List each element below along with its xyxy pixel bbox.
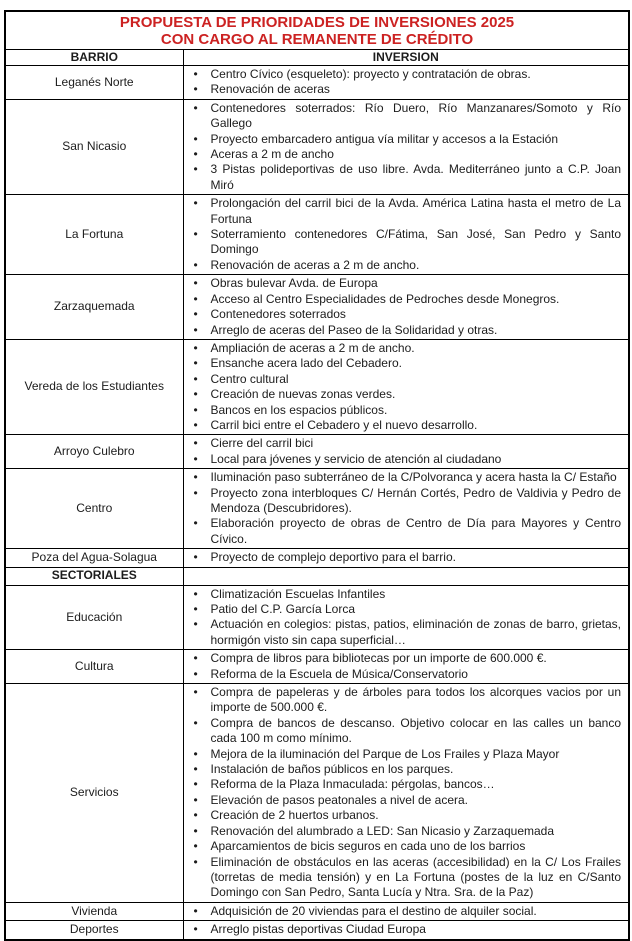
inversion-cell — [183, 66, 629, 100]
table-row — [5, 921, 629, 940]
table-row — [5, 567, 629, 585]
inversion-item: • Proyecto zona interbloques C/ Hernán Cortés, Pedro de Valdivia y Pedro de Mendoza (Descubridores). — [184, 486, 629, 517]
barrio-cell: Servicios — [5, 684, 183, 903]
inversion-item: • Eliminación de obstáculos en las aceras (accesibilidad) en la C/ Los Frailes (torretas de media tensión) y en La Fortuna (postes de la luz en C/Santo Domingo con San Pedro, Santa Lucía y Ntra. Sra. de la Paz) — [184, 855, 629, 901]
inversion-item: • Creación de nuevas zonas verdes. — [184, 387, 629, 402]
table-body — [5, 66, 629, 940]
table-row — [5, 195, 629, 275]
barrio-cell: Cultura — [5, 650, 183, 684]
empty-cell — [184, 569, 629, 584]
inversion-item: • Elaboración proyecto de obras de Centro de Día para Mayores y Centro Cívico. — [184, 516, 629, 547]
table-row — [5, 650, 629, 684]
inversion-list — [184, 470, 629, 547]
inversion-item: • Proyecto embarcadero antigua vía militar y accesos a la Estación — [184, 132, 629, 147]
inversion-item: • Aceras a 2 m de ancho — [184, 147, 629, 162]
investment-priorities-table — [4, 10, 630, 941]
inversion-item: • Arreglo de aceras del Paseo de la Solidaridad y otras. — [184, 323, 629, 338]
table-row — [5, 66, 629, 100]
inversion-cell — [183, 684, 629, 903]
document-title-line2: CON CARGO AL REMANENTE DE CRÉDITO — [160, 31, 474, 48]
inversion-list — [184, 550, 629, 565]
inversion-cell — [183, 585, 629, 650]
barrio-cell: Centro — [5, 469, 183, 549]
column-header-barrio: BARRIO — [5, 50, 183, 66]
inversion-item: • Ensanche acera lado del Cebadero. — [184, 356, 629, 371]
inversion-item: • Proyecto de complejo deportivo para el barrio. — [184, 550, 629, 565]
column-header-row — [5, 50, 629, 66]
inversion-cell — [183, 650, 629, 684]
table-row — [5, 99, 629, 194]
inversion-item: • Contenedores soterrados — [184, 307, 629, 322]
inversion-item: • Renovación de aceras — [184, 82, 629, 97]
inversion-item: • Cierre del carril bici — [184, 436, 629, 451]
inversion-item: • Contenedores soterrados: Río Duero, Río Manzanares/Somoto y Río Gallego — [184, 101, 629, 132]
inversion-cell — [183, 195, 629, 275]
inversion-list — [184, 904, 629, 919]
inversion-list — [184, 436, 629, 467]
inversion-item: • Reforma de la Escuela de Música/Conservatorio — [184, 667, 629, 682]
inversion-item: • Local para jóvenes y servicio de atención al ciudadano — [184, 452, 629, 467]
inversion-item: • Mejora de la iluminación del Parque de Los Frailes y Plaza Mayor — [184, 747, 629, 762]
inversion-list — [184, 341, 629, 433]
inversion-cell — [183, 275, 629, 340]
inversion-item: • Patio del C.P. García Lorca — [184, 602, 629, 617]
barrio-cell: Deportes — [5, 921, 183, 940]
inversion-item: • Aparcamientos de bicis seguros en cada uno de los barrios — [184, 839, 629, 854]
title-row — [5, 11, 629, 50]
barrio-cell: Leganés Norte — [5, 66, 183, 100]
inversion-item: • Compra de libros para bibliotecas por un importe de 600.000 €. — [184, 651, 629, 666]
inversion-item: • Instalación de baños públicos en los parques. — [184, 762, 629, 777]
inversion-cell — [183, 435, 629, 469]
inversion-list — [184, 196, 629, 273]
document-title-line1: PROPUESTA DE PRIORIDADES DE INVERSIONES 2025 — [119, 14, 515, 31]
inversion-cell — [183, 567, 629, 585]
inversion-item: • Reforma de la Plaza Inmaculada: pérgolas, bancos… — [184, 777, 629, 792]
inversion-cell — [183, 549, 629, 567]
table-row — [5, 469, 629, 549]
inversion-item: • Acceso al Centro Especialidades de Pedroches desde Monegros. — [184, 292, 629, 307]
inversion-list — [184, 587, 629, 649]
inversion-item: • Prolongación del carril bici de la Avda. América Latina hasta el metro de La Fortuna — [184, 196, 629, 227]
inversion-list — [184, 685, 629, 901]
barrio-cell: La Fortuna — [5, 195, 183, 275]
inversion-list — [184, 67, 629, 98]
inversion-item: • Iluminación paso subterráneo de la C/Polvoranca y acera hasta la C/ Estaño — [184, 470, 629, 485]
barrio-cell: San Nicasio — [5, 99, 183, 194]
barrio-cell: Vivienda — [5, 902, 183, 920]
barrio-cell: Poza del Agua-Solagua — [5, 549, 183, 567]
table-row — [5, 275, 629, 340]
inversion-item: • Obras bulevar Avda. de Europa — [184, 276, 629, 291]
inversion-item: • Arreglo pistas deportivas Ciudad Europa — [184, 922, 629, 937]
inversion-cell — [183, 902, 629, 920]
inversion-item: • Renovación del alumbrado a LED: San Nicasio y Zarzaquemada — [184, 824, 629, 839]
inversion-item: • Soterramiento contenedores C/Fátima, San José, San Pedro y Santo Domingo — [184, 227, 629, 258]
inversion-cell — [183, 99, 629, 194]
inversion-item: • Creación de 2 huertos urbanos. — [184, 808, 629, 823]
table-row — [5, 435, 629, 469]
barrio-cell: Arroyo Culebro — [5, 435, 183, 469]
inversion-item: • Carril bici entre el Cebadero y el nuevo desarrollo. — [184, 418, 629, 433]
inversion-item: • Climatización Escuelas Infantiles — [184, 587, 629, 602]
inversion-item: • Bancos en los espacios públicos. — [184, 403, 629, 418]
inversion-item: • Compra de papeleras y de árboles para todos los alcorques vacios por un importe de 500.000 €. — [184, 685, 629, 716]
section-header-cell: SECTORIALES — [5, 567, 183, 585]
table-row — [5, 585, 629, 650]
inversion-item: • Centro cultural — [184, 372, 629, 387]
inversion-item: • Ampliación de aceras a 2 m de ancho. — [184, 341, 629, 356]
inversion-cell — [183, 339, 629, 434]
column-header-inversion: INVERSION — [183, 50, 629, 66]
table-row — [5, 339, 629, 434]
inversion-item: • Elevación de pasos peatonales a nivel de acera. — [184, 793, 629, 808]
inversion-item: • Compra de bancos de descanso. Objetivo colocar en las calles un banco cada 100 m como mínimo. — [184, 716, 629, 747]
table-row — [5, 684, 629, 903]
inversion-item: • Centro Cívico (esqueleto): proyecto y contratación de obras. — [184, 67, 629, 82]
inversion-cell — [183, 469, 629, 549]
inversion-item: • 3 Pistas polideportivas de uso libre. Avda. Mediterráneo junto a C.P. Joan Miró — [184, 162, 629, 193]
inversion-item: • Actuación en colegios: pistas, patios, eliminación de zonas de barro, grietas, hormigón visto sin capa superficial… — [184, 617, 629, 648]
inversion-item: • Adquisición de 20 viviendas para el destino de alquiler social. — [184, 904, 629, 919]
barrio-cell: Vereda de los Estudiantes — [5, 339, 183, 434]
inversion-cell — [183, 921, 629, 940]
table-row — [5, 549, 629, 567]
inversion-item: • Renovación de aceras a 2 m de ancho. — [184, 258, 629, 273]
inversion-list — [184, 101, 629, 193]
barrio-cell: Zarzaquemada — [5, 275, 183, 340]
inversion-list — [184, 922, 629, 937]
barrio-cell: Educación — [5, 585, 183, 650]
inversion-list — [184, 651, 629, 682]
document-title — [5, 11, 629, 50]
table-row — [5, 902, 629, 920]
inversion-list — [184, 276, 629, 338]
